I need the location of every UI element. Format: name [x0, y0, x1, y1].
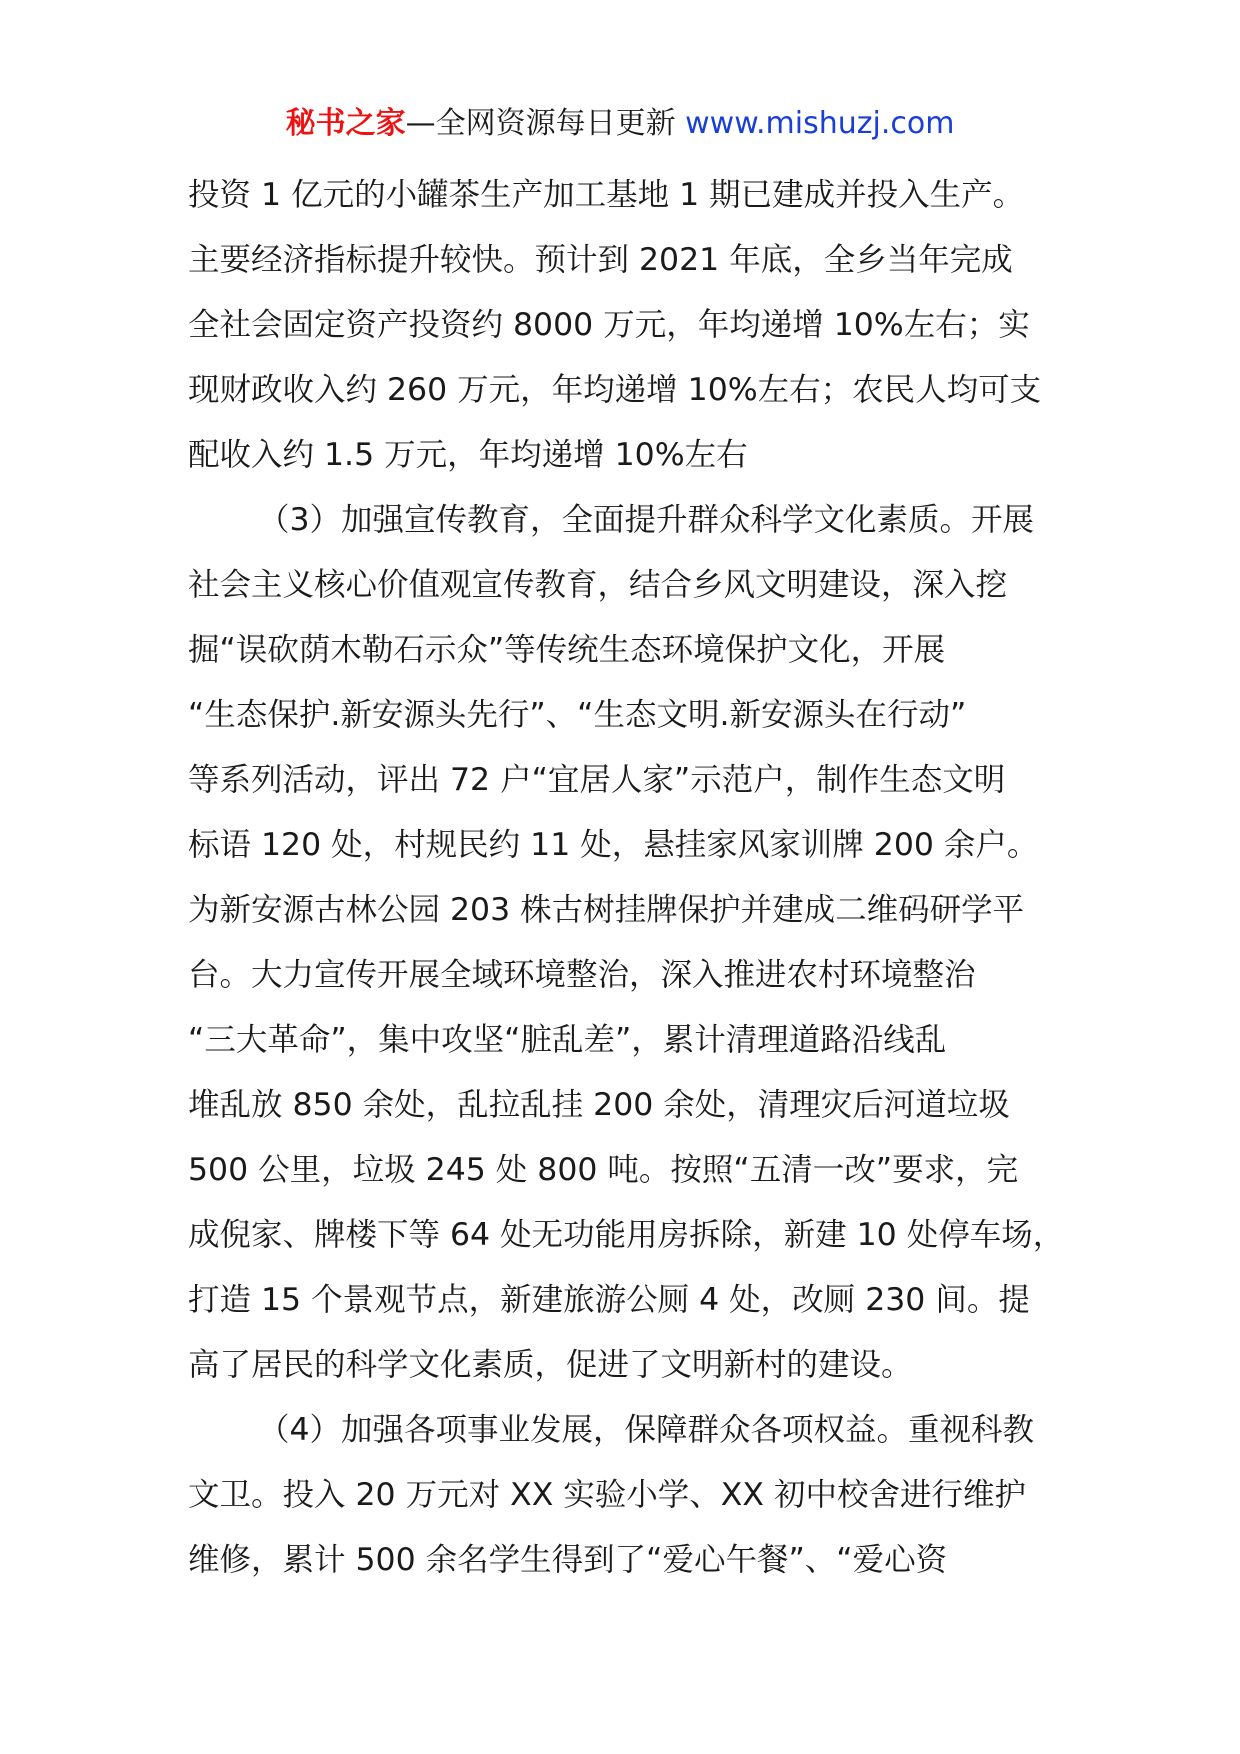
- watermark-header: [0, 104, 1240, 144]
- site-brand: 秘书之家: [285, 106, 406, 141]
- site-url[interactable]: www.mishuzj.com: [685, 106, 955, 141]
- site-slogan: —全网资源每日更新: [405, 106, 676, 141]
- paragraph-heading-4: （4）加强各项事业发展，保障群众各项权益。重视科教: [258, 1412, 1035, 1448]
- text-line: 高了居民的科学文化素质，促进了文明新村的建设。: [188, 1347, 913, 1383]
- text-line: 掘“误砍荫木勒石示众”等传统生态环境保护文化，开展: [188, 632, 946, 668]
- text-line: 维修，累计 500 余名学生得到了“爱心午餐”、“爱心资: [188, 1542, 948, 1578]
- document-body: [188, 163, 1088, 1593]
- text-line: 等系列活动，评出 72 户“宜居人家”示范户，制作生态文明: [188, 762, 1006, 798]
- text-line: “生态保护.新安源头先行”、“生态文明.新安源头在行动”: [188, 697, 967, 733]
- text-line: 500 公里，垃圾 245 处 800 吨。按照“五清一改”要求，完: [188, 1152, 1019, 1188]
- text-line: “三大革命”，集中攻坚“脏乱差”，累计清理道路沿线乱: [188, 1022, 947, 1058]
- text-line: 现财政收入约 260 万元，年均递增 10%左右；农民人均可支: [188, 372, 1042, 408]
- text-line: 打造 15 个景观节点，新建旅游公厕 4 处，改厕 230 间。提: [188, 1282, 1030, 1318]
- text-line: 成倪家、牌楼下等 64 处无功能用房拆除，新建 10 处停车场，: [188, 1217, 1065, 1253]
- text-line: 为新安源古林公园 203 株古树挂牌保护并建成二维码研学平: [188, 892, 1025, 928]
- text-line: 配收入约 1.5 万元，年均递增 10%左右: [188, 437, 748, 473]
- paragraph-heading-3: （3）加强宣传教育，全面提升群众科学文化素质。开展: [258, 502, 1035, 538]
- text-line: 投资 1 亿元的小罐茶生产加工基地 1 期已建成并投入生产。: [188, 177, 1025, 213]
- text-line: 文卫。投入 20 万元对 XX 实验小学、XX 初中校舍进行维护: [188, 1477, 1026, 1513]
- text-line: 全社会固定资产投资约 8000 万元，年均递增 10%左右；实: [188, 307, 1030, 343]
- text-line: 社会主义核心价值观宣传教育，结合乡风文明建设，深入挖: [188, 567, 1008, 603]
- text-line: 主要经济指标提升较快。预计到 2021 年底，全乡当年完成: [188, 242, 1013, 278]
- text-line: 堆乱放 850 余处，乱拉乱挂 200 余处，清理灾后河道垃圾: [188, 1087, 1010, 1123]
- text-line: 台。大力宣传开展全域环境整治，深入推进农村环境整治: [188, 957, 976, 993]
- text-line: 标语 120 处，村规民约 11 处，悬挂家风家训牌 200 余户。: [188, 827, 1039, 863]
